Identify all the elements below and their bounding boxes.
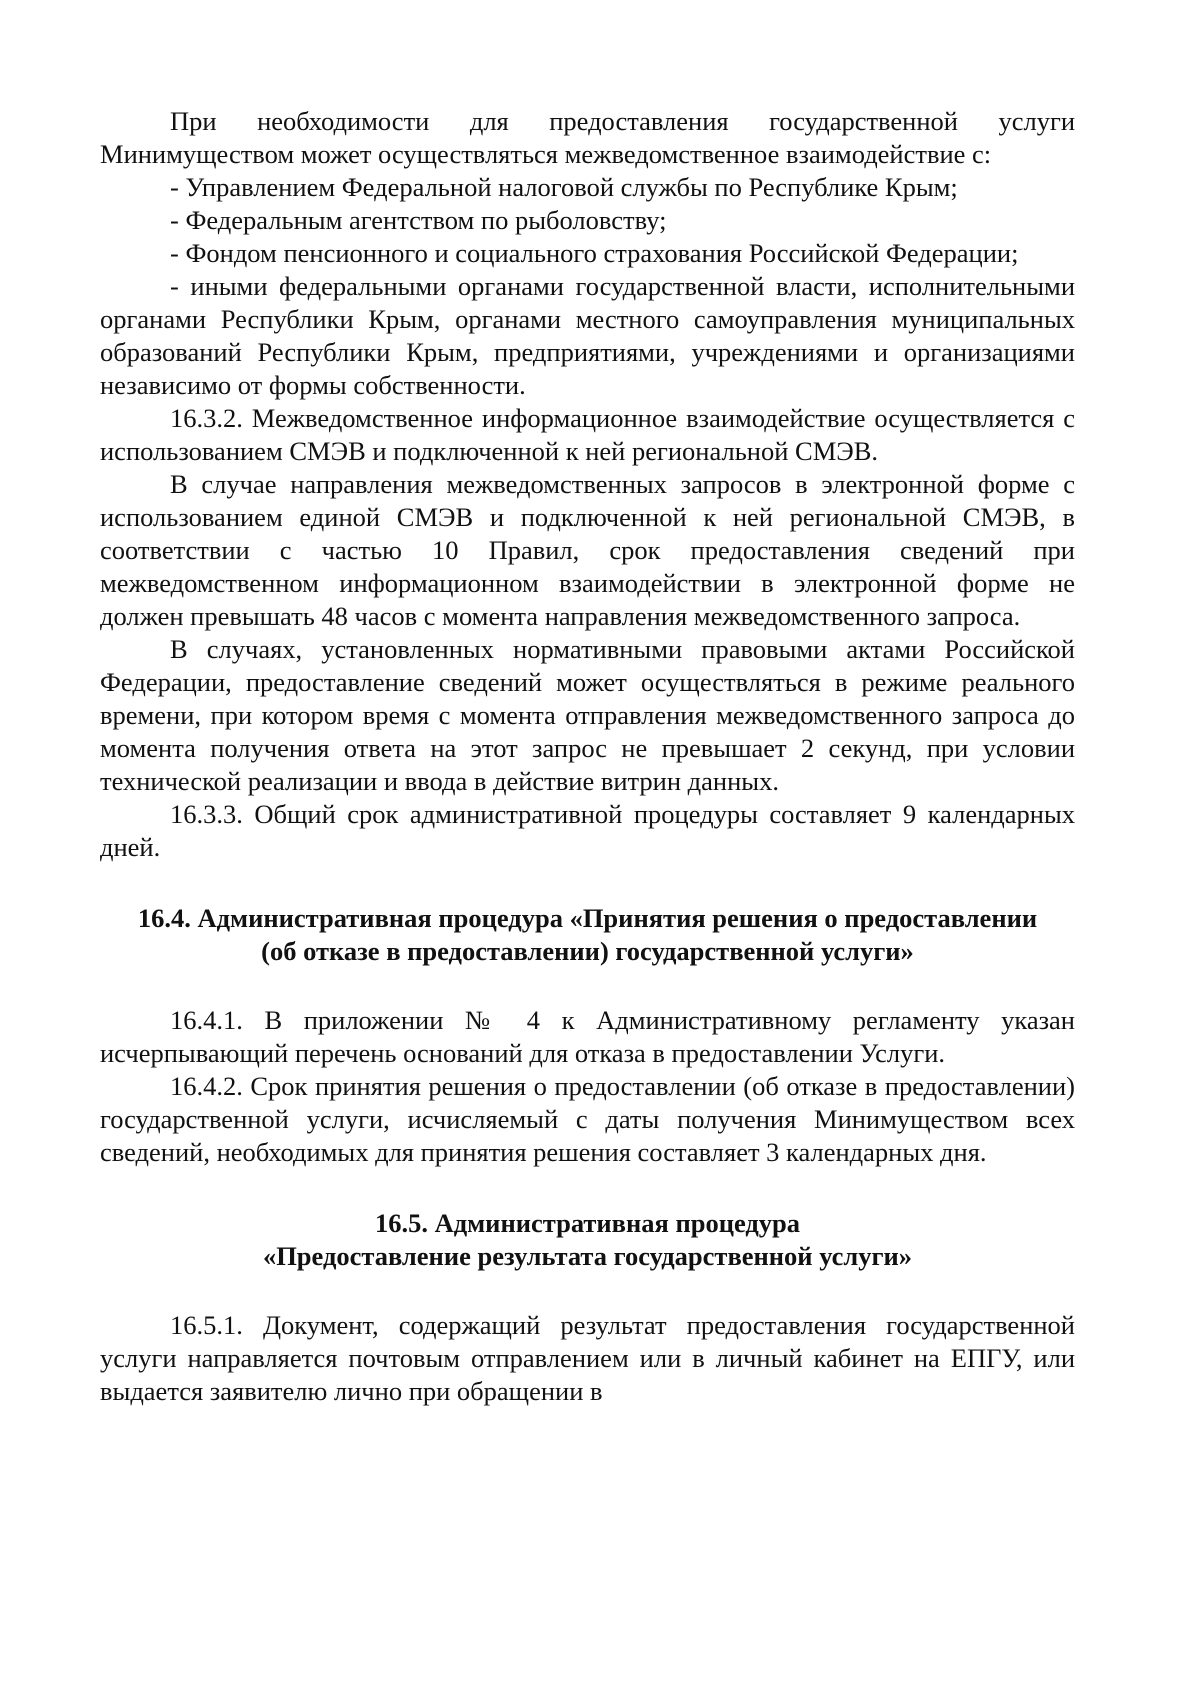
list-item-fishery-agency: - Федеральным агентством по рыболовству; <box>170 205 667 235</box>
spacer <box>100 968 1075 1004</box>
list-item-pension-fund: - Фондом пенсионного и социального страхования Российской Федерации; <box>170 238 1019 268</box>
paragraph-electronic-requests: В случае направления межведомственных запросов в электронной форме с использованием единой СМЭВ и подключенной к ней региональной СМЭВ, в соответствии с частью 10 Правил, срок предоставления сведений при межведомственном информационном взаимодействии в электронной форме не должен превышать 48 часов с момента направления межведомственного запроса. <box>100 469 1075 631</box>
paragraph-16-5-1: 16.5.1. Документ, содержащий результат предоставления государственной услуги направляется почтовым отправлением или в личный кабинет на ЕПГУ, или выдается заявителю лично при обращении в <box>100 1310 1075 1406</box>
paragraph-16-4-2: 16.4.2. Срок принятия решения о предоставлении (об отказе в предоставлении) государственной услуги, исчисляемый с даты получения Минимуществом всех сведений, необходимых для принятия решения составляет 3 календарных дня. <box>100 1071 1075 1167</box>
heading-16-5-line1: 16.5. Административная процедура <box>374 1208 801 1238</box>
paragraph-16-4-1: 16.4.1. В приложении № 4 к Административному регламенту указан исчерпывающий перечень оснований для отказа в предоставлении Услуги. <box>100 1005 1075 1068</box>
list-item-tax-service: - Управлением Федеральной налоговой службы по Республике Крым; <box>170 172 958 202</box>
document-page <box>100 105 1075 1408</box>
paragraph-16-3-2: 16.3.2. Межведомственное информационное взаимодействие осуществляется с использованием СМЭВ и подключенной к ней региональной СМЭВ. <box>100 403 1075 466</box>
section-heading-16-5 <box>100 1207 1075 1273</box>
section-heading-16-4 <box>100 902 1075 968</box>
heading-16-5-line2: «Предоставление результата государственной услуги» <box>262 1241 913 1271</box>
spacer <box>100 1273 1075 1309</box>
spacer <box>100 864 1075 902</box>
paragraph-real-time: В случаях, установленных нормативными правовыми актами Российской Федерации, предоставление сведений может осуществляться в режиме реального времени, при котором время с момента отправления межведомственного запроса до момента получения ответа на этот запрос не превышает 2 секунд, при условии технической реализации и ввода в действие витрин данных. <box>100 634 1075 796</box>
heading-16-4-line1: 16.4. Административная процедура «Принятия решения о предоставлении <box>137 903 1038 933</box>
paragraph-interaction-intro: При необходимости для предоставления государственной услуги Минимуществом может осуществляться межведомственное взаимодействие с: <box>100 106 1075 169</box>
spacer <box>100 1169 1075 1207</box>
list-item-other-bodies: - иными федеральными органами государственной власти, исполнительными органами Республики Крым, органами местного самоуправления муниципальных образований Республики Крым, предприятиями, учреждениями и организациями независимо от формы собственности. <box>100 271 1075 400</box>
paragraph-16-3-3: 16.3.3. Общий срок административной процедуры составляет 9 календарных дней. <box>100 799 1075 862</box>
heading-16-4-line2: (об отказе в предоставлении) государственной услуги» <box>261 936 914 966</box>
